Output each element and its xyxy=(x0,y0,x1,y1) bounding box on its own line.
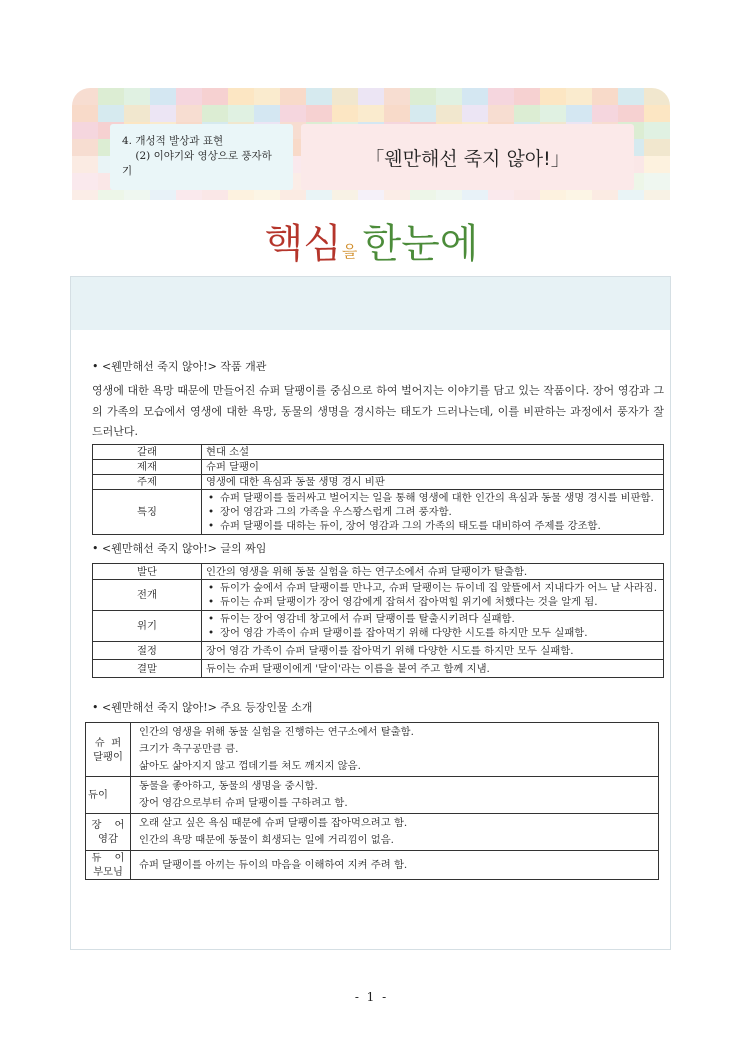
table-row xyxy=(86,723,659,777)
key-line: 영감 xyxy=(98,833,118,845)
mosaic-tile xyxy=(488,105,514,122)
key-line: 슈 퍼 xyxy=(94,736,122,749)
row-key xyxy=(86,777,131,814)
mosaic-tile xyxy=(592,190,618,200)
table-row xyxy=(86,814,659,851)
mosaic-tile xyxy=(514,105,540,122)
table-row xyxy=(93,611,664,642)
row-value xyxy=(131,777,659,814)
mosaic-tile xyxy=(72,173,98,190)
table-row xyxy=(86,777,659,814)
overview-paragraph: 영생에 대한 욕망 때문에 만들어진 슈퍼 달팽이를 중심으로 하여 벌어지는 이야기를 담고 있는 작품이다. 장어 영감과 그의 가족의 모습에서 영생에 대한 욕망, 동물의 생명을 경시하는 태도가 드러나는데, 이를 비판하는 과정에서 풍자가 잘 드러난다. xyxy=(92,384,664,438)
table-row xyxy=(93,490,664,535)
key-line: 장 어 xyxy=(91,819,125,831)
key-line: 달팽이 xyxy=(93,750,123,763)
row-value: 장어 영감 가족이 슈퍼 달팽이를 잡아먹기 위해 다양한 시도를 하지만 모두 실패함. xyxy=(202,642,664,660)
mosaic-tile xyxy=(358,105,384,122)
table-row xyxy=(93,642,664,660)
key-line: 듀 이 xyxy=(91,852,125,864)
mosaic-tile xyxy=(618,105,644,122)
row-value xyxy=(202,580,664,611)
mosaic-tile xyxy=(124,88,150,105)
mosaic-tile xyxy=(618,190,644,200)
table-row xyxy=(93,580,664,611)
key-line: 듀이 xyxy=(88,789,108,801)
mosaic-tile xyxy=(72,190,98,200)
row-value xyxy=(131,851,659,880)
overview-heading: • <웬만해선 죽지 않아!> 작품 개관 xyxy=(92,360,267,373)
detail-line: 동물을 좋아하고, 동물의 생명을 중시함. xyxy=(139,780,318,792)
table-row xyxy=(93,564,664,580)
mosaic-tile xyxy=(410,190,436,200)
mosaic-tile xyxy=(540,88,566,105)
mosaic-tile xyxy=(150,105,176,122)
headline-particle: 을 xyxy=(341,242,358,261)
mosaic-tile xyxy=(540,105,566,122)
row-value: 슈퍼 달팽이 xyxy=(202,460,664,475)
mosaic-tile xyxy=(410,105,436,122)
mosaic-tile xyxy=(150,88,176,105)
mosaic-tile xyxy=(644,173,670,190)
overview-table xyxy=(92,444,664,535)
page-number: - 1 - xyxy=(354,990,389,1004)
mosaic-tile xyxy=(462,88,488,105)
row-key: 제재 xyxy=(93,460,202,475)
row-key: 위기 xyxy=(93,611,202,642)
mosaic-tile xyxy=(488,190,514,200)
mosaic-tile xyxy=(332,105,358,122)
mosaic-tile xyxy=(98,88,124,105)
mosaic-tile xyxy=(306,190,332,200)
row-value: 현대 소설 xyxy=(202,445,664,460)
mosaic-tile xyxy=(98,190,124,200)
mosaic-tile xyxy=(280,88,306,105)
mosaic-tile xyxy=(124,190,150,200)
mosaic-tile xyxy=(98,105,124,122)
mosaic-tile xyxy=(72,156,98,173)
mosaic-tile xyxy=(228,190,254,200)
table-row xyxy=(93,460,664,475)
row-key: 발단 xyxy=(93,564,202,580)
mosaic-tile xyxy=(124,105,150,122)
detail-line: 인간의 욕망 때문에 동물이 희생되는 일에 거리낌이 없음. xyxy=(139,834,394,846)
detail-line: 오래 살고 싶은 욕심 때문에 슈퍼 달팽이를 잡아먹으려고 함. xyxy=(139,817,408,829)
mosaic-tile xyxy=(358,190,384,200)
row-key xyxy=(86,851,131,880)
row-key: 갈래 xyxy=(93,445,202,460)
detail-line: 삶아도 삶아지지 않고 껍데기를 쳐도 깨지지 않음. xyxy=(139,760,361,772)
mosaic-tile xyxy=(618,88,644,105)
unit-line-3: 기 xyxy=(122,165,133,177)
row-value: 영생에 대한 욕심과 동물 생명 경시 비판 xyxy=(202,475,664,490)
mosaic-tile xyxy=(202,105,228,122)
mosaic-tile xyxy=(228,105,254,122)
headline-part2: 한눈에 xyxy=(362,221,479,267)
mosaic-tile xyxy=(514,190,540,200)
unit-line-1: 4. 개성적 발상과 표현 xyxy=(122,135,224,147)
row-key xyxy=(86,723,131,777)
mosaic-tile xyxy=(384,105,410,122)
characters-heading: • <웬만해선 죽지 않아!> 주요 등장인물 소개 xyxy=(92,701,313,714)
table-row xyxy=(86,851,659,880)
mosaic-tile xyxy=(384,88,410,105)
mosaic-tile xyxy=(280,105,306,122)
mosaic-tile xyxy=(644,105,670,122)
row-value xyxy=(131,723,659,777)
mosaic-tile xyxy=(176,88,202,105)
mosaic-tile xyxy=(254,190,280,200)
row-value xyxy=(131,814,659,851)
bullet-item: • 슈퍼 달팽이를 둘러싸고 벌어지는 일을 통해 영생에 대한 인간의 욕심과 동물 생명 경시를 비판함. xyxy=(220,491,658,505)
detail-line: 장어 영감으로부터 슈퍼 달팽이를 구하려고 함. xyxy=(139,797,348,809)
row-value: 인간의 영생을 위해 동물 실험을 하는 연구소에서 슈퍼 달팽이가 탈출함. xyxy=(202,564,664,580)
row-key: 결말 xyxy=(93,660,202,678)
bullet-item: • 장어 영감과 그의 가족을 우스꽝스럽게 그려 풍자함. xyxy=(220,505,658,519)
work-title-box xyxy=(301,124,634,190)
structure-table xyxy=(92,563,664,678)
mosaic-tile xyxy=(254,105,280,122)
mosaic-tile xyxy=(332,190,358,200)
headline-part1: 핵심 xyxy=(264,221,342,267)
bullet-item: • 듀이는 장어 영감네 창고에서 슈퍼 달팽이를 탈출시키려다 실패함. xyxy=(220,612,658,626)
unit-line-2: (2) 이야기와 영상으로 풍자하 xyxy=(122,150,272,162)
work-title: 「웬만해선 죽지 않아!」 xyxy=(365,147,570,170)
mosaic-tile xyxy=(436,190,462,200)
mosaic-tile xyxy=(462,105,488,122)
mosaic-tile xyxy=(176,105,202,122)
mosaic-tile xyxy=(280,190,306,200)
mosaic-tile xyxy=(332,88,358,105)
mosaic-tile xyxy=(488,88,514,105)
row-key xyxy=(86,814,131,851)
characters-table xyxy=(85,722,659,880)
mosaic-tile xyxy=(644,139,670,156)
mosaic-tile xyxy=(306,88,332,105)
mosaic-tile xyxy=(540,190,566,200)
mosaic-tile xyxy=(72,88,98,105)
header-band xyxy=(71,277,670,330)
mosaic-tile xyxy=(566,88,592,105)
mosaic-tile xyxy=(176,190,202,200)
row-value xyxy=(202,611,664,642)
mosaic-tile xyxy=(72,139,98,156)
structure-heading: • <웬만해선 죽지 않아!> 글의 짜임 xyxy=(92,542,267,555)
key-line: 부모님 xyxy=(93,866,123,878)
bullet-item: • 듀이가 숲에서 슈퍼 달팽이를 만나고, 슈퍼 달팽이는 듀이네 집 앞뜰에서 지내다가 어느 날 사라짐. xyxy=(220,581,658,595)
row-value: 듀이는 슈퍼 달팽이에게 '달이'라는 이름을 붙여 주고 함께 지냄. xyxy=(202,660,664,678)
row-key: 특징 xyxy=(93,490,202,535)
row-key: 전개 xyxy=(93,580,202,611)
mosaic-tile xyxy=(462,190,488,200)
bullet-item: • 듀이는 슈퍼 달팽이가 장어 영감에게 잡혀서 잡아먹힐 위기에 처했다는 것을 알게 됨. xyxy=(220,595,658,609)
detail-line: 인간의 영생을 위해 동물 실험을 진행하는 연구소에서 탈출함. xyxy=(139,726,414,738)
mosaic-tile xyxy=(150,190,176,200)
mosaic-tile xyxy=(592,105,618,122)
mosaic-tile xyxy=(384,190,410,200)
bullet-item: • 장어 영감 가족이 슈퍼 달팽이를 잡아먹기 위해 다양한 시도를 하지만 모두 실패함. xyxy=(220,626,658,640)
table-row xyxy=(93,660,664,678)
row-key: 절정 xyxy=(93,642,202,660)
detail-line: 크기가 축구공만큼 큼. xyxy=(139,743,239,755)
mosaic-tile xyxy=(410,88,436,105)
mosaic-tile xyxy=(202,88,228,105)
mosaic-tile xyxy=(436,88,462,105)
mosaic-tile xyxy=(358,88,384,105)
detail-line: 슈퍼 달팽이를 아끼는 듀이의 마음을 이해하여 지켜 주려 함. xyxy=(139,859,408,871)
mosaic-tile xyxy=(644,156,670,173)
mosaic-tile xyxy=(592,88,618,105)
mosaic-tile xyxy=(306,105,332,122)
mosaic-tile xyxy=(202,190,228,200)
mosaic-tile xyxy=(228,88,254,105)
mosaic-tile xyxy=(566,190,592,200)
mosaic-tile xyxy=(72,122,98,139)
table-row xyxy=(93,445,664,460)
mosaic-tile xyxy=(566,105,592,122)
row-key: 주제 xyxy=(93,475,202,490)
page-headline xyxy=(0,212,743,269)
mosaic-tile xyxy=(254,88,280,105)
table-row xyxy=(93,475,664,490)
mosaic-tile xyxy=(436,105,462,122)
bullet-item: • 슈퍼 달팽이를 대하는 듀이, 장어 영감과 그의 가족의 태도를 대비하여 주제를 강조함. xyxy=(220,519,658,533)
mosaic-tile xyxy=(644,190,670,200)
mosaic-tile xyxy=(514,88,540,105)
mosaic-tile xyxy=(72,105,98,122)
mosaic-tile xyxy=(644,88,670,105)
row-value xyxy=(202,490,664,535)
mosaic-tile xyxy=(644,122,670,139)
unit-label-box xyxy=(110,124,293,190)
